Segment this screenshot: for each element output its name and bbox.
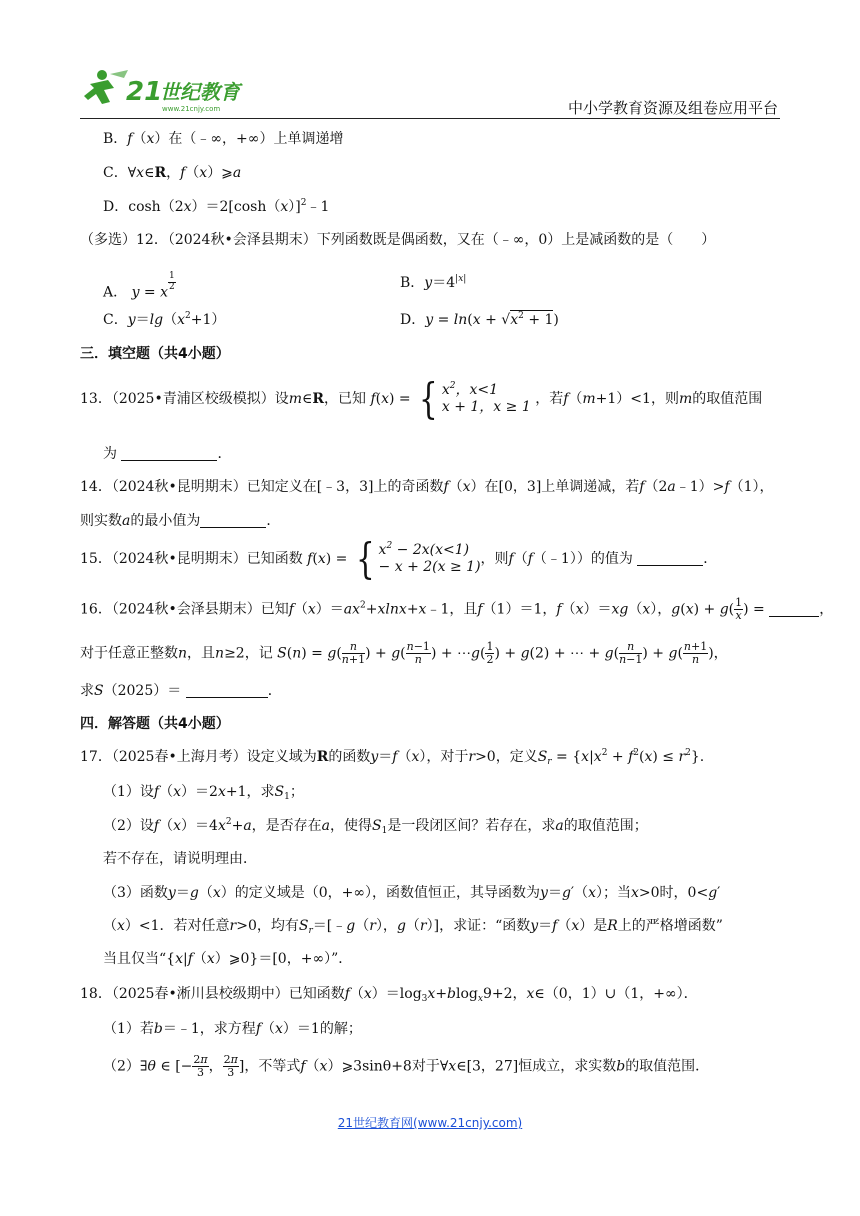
svg-text:www.21cnjy.com: www.21cnjy.com bbox=[162, 105, 221, 113]
svg-text:世纪教育: 世纪教育 bbox=[160, 80, 240, 104]
q17-part2: （2）设$f(x)=4x^2+a$，是否存在a，使得$S_1$是一段闭区间？若存在，求a的取值范围； bbox=[103, 817, 648, 836]
question-18: 18．（2025春•淅川县校级期中）已知函数$f(x)=\log_3x+blog_x9+2$，x∈（0，1）∪（1，+∞）． bbox=[80, 986, 698, 1004]
question-15: 15．（2024秋•昆明期末）已知函数 f(x) = { $x^2 - 2x(x<1)$ − x + 2(x ≥ 1) ，则f（f（﹣1））的值为 ． bbox=[80, 534, 718, 583]
q17-part3: （3）函数y＝g（x）的定义域是（0，+∞），函数值恒正，其导函数为y＝g′（x）；当x>0时，0<g′ bbox=[103, 885, 721, 901]
section-3-title: 三．填空题（共4小题） bbox=[80, 346, 230, 362]
option-b: B．f（x）在（﹣∞，+∞）上单调递增 bbox=[103, 131, 344, 147]
question-17: 17．（2025春•上海月考）设定义域为R的函数y＝f（x），对于r>0，定义$S_r = \{x|x^2 + f^2(x) \le r^2\}$. bbox=[80, 748, 705, 767]
site-logo bbox=[80, 66, 260, 116]
q17-part3-line2: （x）<1．若对任意r>0，均有$S_r=[﹣g(r)$，g（r）]，求证：“函数y＝f（x）是R上的严格增函数” bbox=[103, 918, 723, 936]
q12-option-d: D．$y = \ln(x + √x^2 + 1)$ bbox=[400, 311, 559, 328]
question-16: 16．（2024秋•会泽县期末）已知$f(x)=ax^2+xlnx+x﹣1$，且f（1）＝1，f（x）＝xg（x），g(x) + g( $\frac{1}{x}$ ) = ， bbox=[80, 596, 834, 623]
q17-part3-line3: 当且仅当“{x|f（x）⩾0}＝[0，+∞）”． bbox=[103, 951, 353, 967]
q12-option-c: C．$y=\lg(x^2+1)$ bbox=[103, 311, 226, 328]
q12-option-b: B．$y=4^{|x|}$ bbox=[400, 274, 467, 291]
q13-answer-line: 为 ． bbox=[103, 446, 232, 462]
header-divider bbox=[80, 118, 780, 119]
q16-line2: 对于任意正整数n，且n≥2，记 S(n) = g( $\frac{n}{n+1}$ ) + g( $\frac{n-1}{n}$ ) + ⋯g( $\frac{1}{2}$ ) + g(2) + ⋯ + g( $\frac{n}{n-1}$ ) + g( $\frac{n+1}{n}$ )， bbox=[80, 640, 728, 667]
q18-part1: （1）若b＝﹣1，求方程f（x）＝1的解； bbox=[103, 1021, 362, 1037]
q14-line2: 则实数a的最小值为 ． bbox=[80, 513, 281, 529]
section-4-title: 四．解答题（共4小题） bbox=[80, 716, 230, 732]
svg-text:21: 21 bbox=[126, 77, 163, 107]
question-14: 14．（2024秋•昆明期末）已知定义在[﹣3，3]上的奇函数f（x）在[0，3]上单调递减，若f（2a﹣1）>f（1）， bbox=[80, 479, 774, 495]
q17-part2-line2: 若不存在，请说明理由． bbox=[103, 851, 257, 867]
question-13: 13．（2025•青浦区校级模拟）设m∈R，已知 f(x) = { $x^2$，x<1 x + 1，x ≥ 1 ，若f（m+1）<1，则m的取值范围 bbox=[80, 374, 763, 423]
q18-part2: （2）∃θ ∈ [− $\frac{2\pi}{3}$ ， $\frac{2\pi}{3}$ ]，不等式f（x）⩾3sinθ+8对于∀x∈[3，27]恒成立，求实数b的取值范围． bbox=[103, 1053, 710, 1080]
platform-title: 中小学教育资源及组卷应用平台 bbox=[567, 99, 778, 117]
q17-part1: （1）设f（x）＝2x+1，求$S_1$； bbox=[103, 784, 304, 802]
q16-line3: 求S（2025）＝ ． bbox=[80, 683, 282, 699]
footer-link[interactable]: 21世纪教育网(www.21cnjy.com) bbox=[337, 1116, 523, 1130]
q12-option-a: A． y = x $\frac{1}{2}$ bbox=[103, 271, 175, 301]
option-d: D．$\cosh(2x)=2[\cosh(x)]^2﹣1$ bbox=[103, 198, 330, 215]
question-12: （多选）12．（2024秋•会泽县期末）下列函数既是偶函数，又在（﹣∞，0）上是减函数的是（ ） bbox=[80, 232, 716, 248]
option-c: C．∀x∈R，f（x）⩾a bbox=[103, 165, 242, 181]
